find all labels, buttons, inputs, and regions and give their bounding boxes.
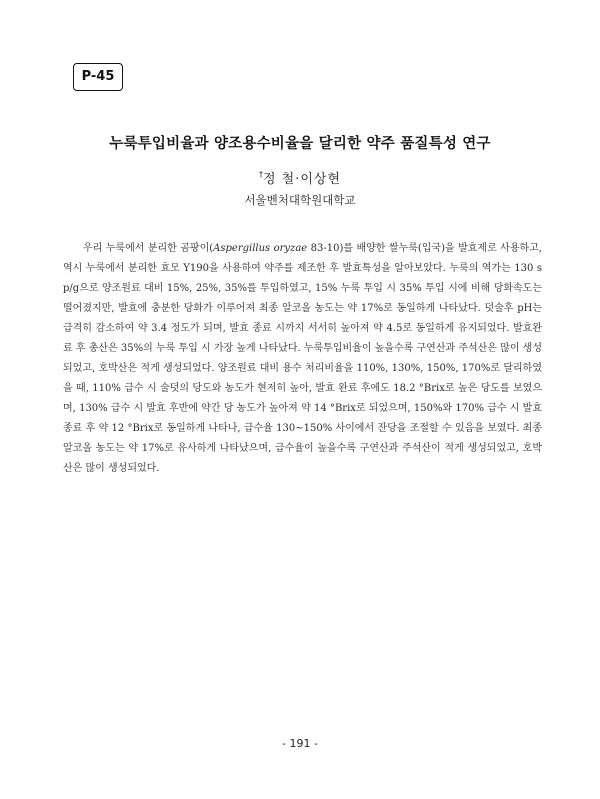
abstract-text-body: 83-10)를 배양한 쌀누룩(입국)을 발효제로 사용하고, 역시 누룩에서 분리한 효모 Y190을 사용하여 약주를 제조한 후 발효특성을 알아보았다. 누룩의 역가는 130 sp/g으로 양조원료 대비 15%, 25%, 35%를 투입하였고, 15% 누룩 투입 시 35% 투입 시에 비해 당화속도는 떨어졌지만, 발효에 충분한 당화가 이루어져 최종 알코올 농도는 약 17%로 동일하게 나타났다. 덧술후 pH는 급격히 감소하여 약 3.4 정도가 되며, 발효 종료 시까지 서서히 높아져 약 4.5로 동일하게 유지되었다. 발효완료 후 총산은 35%의 누룩 투입 시 가장 높게 나타났다. 누룩투입비율이 높을수록 구연산과 주석산은 많이 생성되었고, 호박산은 적게 생성되었다. 양조원료 대비 용수 처리비율을 110%, 130%, 150%, 170%로 달리하였을 때, 110% 급수 시 술덧의 당도와 농도가 현저히 높아, 발효 완료 후에도 18.2 °Brix로 높은 당도를 보였으며, 130% 급수 시 발효 후반에 약간 당 농도가 높아져 약 14 °Brix로 되었으며, 150%와 170% 급수 시 발효 종료 후 약 12 °Brix로 동일하게 나타나, 급수율 130~150% 사이에서 잔당을 조절할 수 있음을 보였다. 최종알코올 농도는 약 17%로 유사하게 나타났으며, 급수율이 높을수록 구연산과 주석산이 적게 생성되었고, 호박산은 많이 생성되었다. bbox=[63, 243, 542, 474]
abstract-paragraph bbox=[63, 239, 542, 479]
species-name: Aspergillus oryzae bbox=[213, 243, 308, 254]
page-number: - 191 - bbox=[282, 737, 318, 750]
author-line bbox=[0, 168, 600, 187]
author-names: 정 철·이상현 bbox=[262, 172, 342, 187]
abstract-text-start: 우리 누룩에서 분리한 곰팡이( bbox=[83, 243, 214, 254]
paper-title: 누룩투입비율과 양조용수비율을 달리한 약주 품질특성 연구 bbox=[109, 136, 491, 152]
affiliation: 서울벤처대학원대학교 bbox=[244, 193, 356, 207]
corresponding-author-marker: † bbox=[258, 170, 263, 179]
poster-id-box: P-45 bbox=[73, 63, 123, 91]
